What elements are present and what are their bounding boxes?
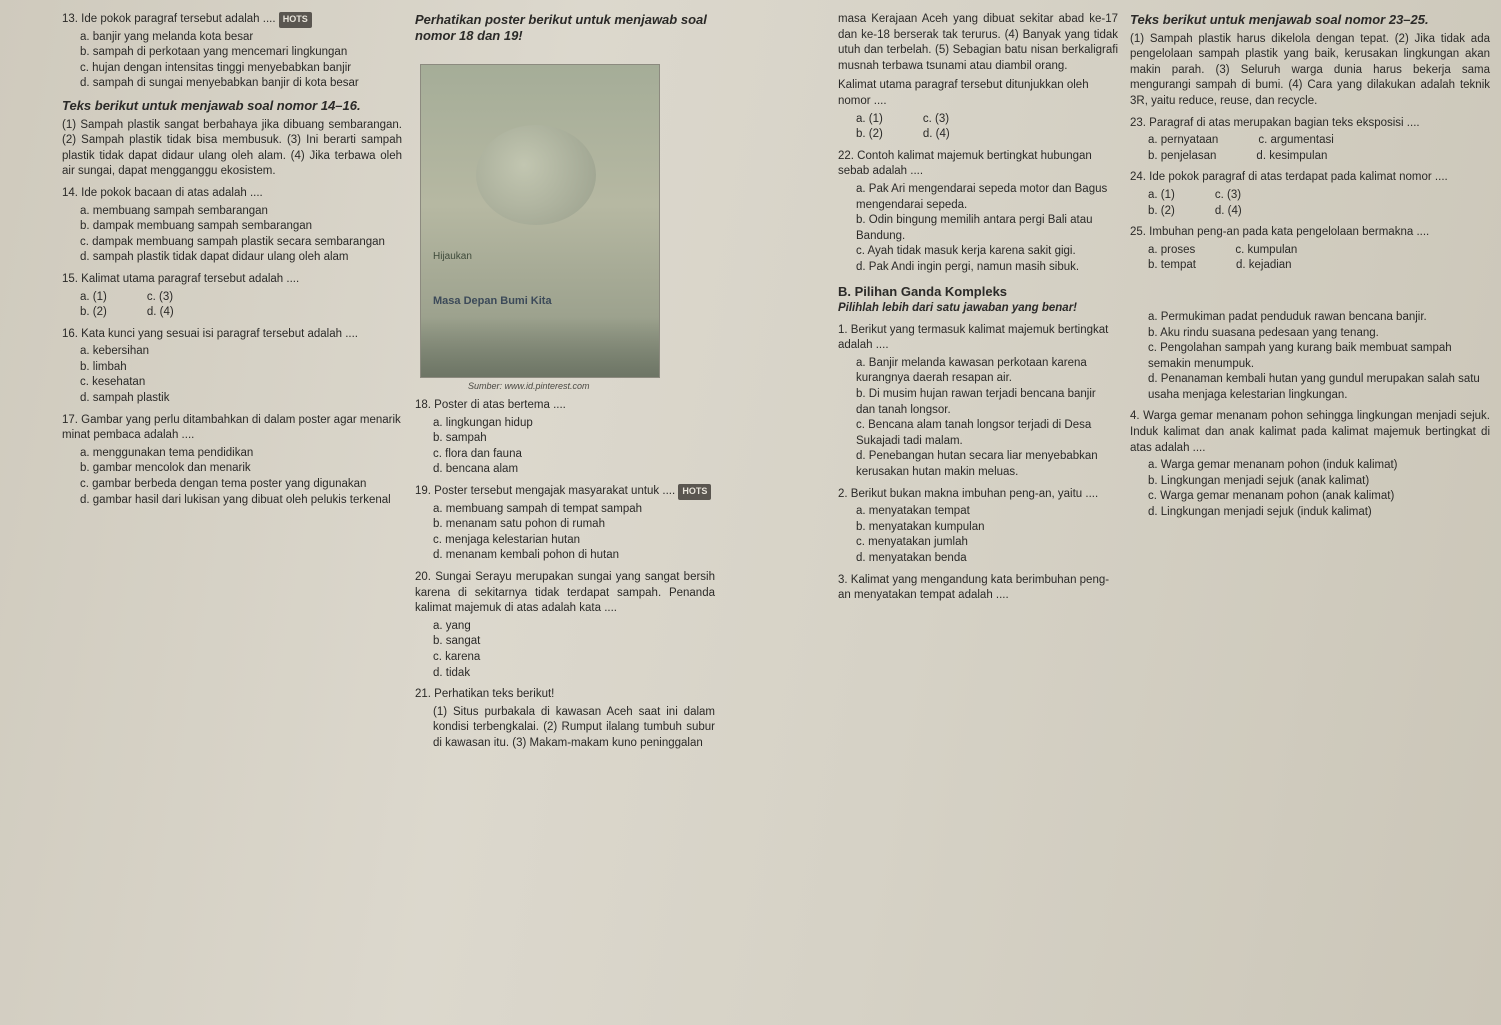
- b3-option-b: b. Aku rindu suasana pedesaan yang tenang.: [1148, 326, 1379, 339]
- column-4: [1130, 12, 1490, 521]
- q19-option-a: a. membuang sampah di tempat sampah: [433, 502, 643, 515]
- q14-option-d: d. sampah plastik tidak dapat didaur ulang oleh alam: [80, 251, 349, 264]
- q23-option-b: b. penjelasan: [1148, 149, 1217, 162]
- b1-option-a: a. Banjir melanda kawasan perkotaan karena kurangnya daerah resapan air.: [856, 356, 1087, 385]
- q25-options-row2: [1130, 258, 1490, 274]
- q23-option-d: d. kesimpulan: [1256, 149, 1328, 162]
- q21-options-row2: [838, 127, 1118, 143]
- q16-option-d: d. sampah plastik: [80, 392, 170, 405]
- question-22: 22. Contoh kalimat majemuk bertingkat hubungan sebab adalah ....: [838, 149, 1092, 178]
- q17-option-b: b. gambar mencolok dan menarik: [80, 462, 251, 475]
- passage-23-25: (1) Sampah plastik harus dikelola dengan tepat. (2) Jika tidak ada pengelolaan sampah plastik yang baik, kerusakan lingkungan akan makin parah. (3) Seluruh warga dunia harus bekerja sama mengurangi sampah di bumi. (4) Cara yang dilakukan adalah teknik 3R, yaitu reduce, reuse, dan recycle.: [1130, 32, 1490, 107]
- column-3: [838, 12, 1118, 606]
- q19-option-b: b. menanam satu pohon di rumah: [433, 518, 605, 531]
- q22-option-a: a. Pak Ari mengendarai sepeda motor dan Bagus mengendarai sepeda.: [856, 182, 1108, 211]
- hots-badge: HOTS: [678, 484, 711, 500]
- q13-option-b: b. sampah di perkotaan yang mencemari lingkungan: [80, 46, 348, 59]
- q18-option-b: b. sampah: [433, 432, 487, 445]
- q22-option-d: d. Pak Andi ingin pergi, namun masih sibuk.: [856, 260, 1080, 273]
- q24-option-b: b. (2): [1148, 204, 1175, 217]
- q21-options-row1: [838, 112, 1118, 128]
- q18-option-c: c. flora dan fauna: [433, 447, 522, 460]
- q16-option-c: c. kesehatan: [80, 376, 146, 389]
- question-15: 15. Kalimat utama paragraf tersebut adalah ....: [62, 272, 300, 285]
- passage-14-16: (1) Sampah plastik sangat berbahaya jika dibuang sembarangan. (2) Sampah plastik tidak bisa membusuk. (3) Ini berarti sampah plastik tidak dapat didaur ulang oleh alam. (4) Jika terbawa oleh air sungai, dapat mengganggu ekosistem.: [62, 118, 402, 178]
- animal-silhouettes: [421, 317, 659, 377]
- q24-options-row1: [1130, 188, 1490, 204]
- question-b4: 4. Warga gemar menanam pohon sehingga lingkungan menjadi sejuk. Induk kalimat dan anak kalimat pada kalimat majemuk bertingkat di atas adalah ....: [1130, 410, 1490, 454]
- q24-options-row2: [1130, 204, 1490, 220]
- b1-option-d: d. Penebangan hutan secara liar menyebabkan kerusakan hutan makin meluas.: [856, 450, 1098, 479]
- passage-21-continued: masa Kerajaan Aceh yang dibuat sekitar abad ke-17 dan ke-18 berserak tak terurus. (4) Banyak yang tidak utuh dan terbelah. (5) Sebagian batu nisan berkaligrafi musnah terbawa tsunami atau diambil orang.: [838, 13, 1118, 72]
- image-source: Sumber: www.id.pinterest.com: [468, 381, 590, 391]
- b4-option-c: c. Warga gemar menanam pohon (anak kalimat): [1148, 490, 1395, 503]
- poster-title: Hijaukan: [433, 251, 472, 262]
- q21-option-c: c. (3): [922, 112, 950, 125]
- q25-option-d: d. kejadian: [1235, 259, 1292, 272]
- q20-option-b: b. sangat: [433, 635, 481, 648]
- q25-option-b: b. tempat: [1148, 259, 1196, 272]
- q23-option-a: a. pernyataan: [1148, 134, 1219, 147]
- passage-21: (1) Situs purbakala di kawasan Aceh saat ini dalam kondisi terbengkalai. (2) Rumput ilalang tumbuh subur di kawasan itu. (3) Makam-makam kuno peninggalan: [433, 705, 715, 749]
- question-13: [62, 12, 402, 28]
- q20-option-d: d. tidak: [433, 666, 471, 679]
- q15-option-a: a. (1): [80, 290, 107, 303]
- q15-option-d: d. (4): [146, 306, 174, 319]
- q25-options-row1: [1130, 243, 1490, 259]
- question-17: 17. Gambar yang perlu ditambahkan di dalam poster agar menarik minat pembaca adalah ....: [62, 413, 401, 442]
- question-b3: 3. Kalimat yang mengandung kata berimbuhan peng-an menyatakan tempat adalah ....: [838, 573, 1110, 602]
- q14-option-a: a. membuang sampah sembarangan: [80, 204, 268, 217]
- b2-option-d: d. menyatakan benda: [856, 552, 967, 564]
- q24-option-c: c. (3): [1214, 188, 1242, 201]
- q22-option-b: b. Odin bingung memilih antara pergi Bali atau Bandung.: [856, 214, 1093, 242]
- q15-options-row2: [62, 305, 402, 321]
- b4-option-a: a. Warga gemar menanam pohon (induk kalimat): [1148, 459, 1398, 472]
- q13-option-d: d. sampah di sungai menyebabkan banjir di kota besar: [80, 77, 359, 90]
- question-19-text: 19. Poster tersebut mengajak masyarakat untuk ....: [415, 484, 676, 497]
- q16-option-a: a. kebersihan: [80, 345, 150, 358]
- q25-option-a: a. proses: [1148, 243, 1196, 256]
- column-1: [62, 12, 402, 508]
- q18-option-a: a. lingkungan hidup: [433, 416, 533, 429]
- hots-badge: HOTS: [279, 12, 312, 28]
- q24-option-a: a. (1): [1148, 188, 1175, 201]
- section-b-title: B. Pilihan Ganda Kompleks: [838, 283, 1008, 299]
- q17-option-d: d. gambar hasil dari lukisan yang dibuat oleh pelukis terkenal: [80, 493, 391, 506]
- q20-option-a: a. yang: [433, 619, 471, 632]
- q13-option-a: a. banjir yang melanda kota besar: [80, 30, 254, 43]
- b4-option-d: d. Lingkungan menjadi sejuk (induk kalimat): [1148, 506, 1372, 519]
- question-23: 23. Paragraf di atas merupakan bagian teks eksposisi ....: [1130, 116, 1420, 129]
- section-header-14-16: Teks berikut untuk menjawab soal nomor 14–16.: [62, 97, 361, 113]
- q14-option-b: b. dampak membuang sampah sembarangan: [80, 220, 313, 233]
- question-21: 21. Perhatikan teks berikut!: [415, 688, 555, 701]
- poster-subtitle: Masa Depan Bumi Kita: [433, 295, 552, 307]
- q23-options-row1: [1130, 133, 1490, 149]
- q25-option-c: c. kumpulan: [1235, 243, 1298, 256]
- b2-option-b: b. menyatakan kumpulan: [856, 520, 985, 533]
- q24-option-d: d. (4): [1214, 204, 1242, 217]
- q22-option-c: c. Ayah tidak masuk kerja karena sakit gigi.: [856, 245, 1076, 258]
- question-14: 14. Ide pokok bacaan di atas adalah ....: [62, 186, 263, 199]
- b3-option-d: d. Penanaman kembali hutan yang gundul merupakan salah satu usaha menjaga kelestarian lingkungan.: [1148, 373, 1480, 401]
- question-24: 24. Ide pokok paragraf di atas terdapat pada kalimat nomor ....: [1130, 171, 1448, 184]
- q15-option-c: c. (3): [146, 290, 174, 303]
- section-b-instruction: Pilihlah lebih dari satu jawaban yang benar!: [838, 302, 1078, 315]
- q19-option-d: d. menanam kembali pohon di hutan: [433, 549, 620, 562]
- question-25: 25. Imbuhan peng-an pada kata pengelolaan bermakna ....: [1130, 226, 1430, 239]
- question-20: 20. Sungai Serayu merupakan sungai yang sangat bersih karena di sekitarnya tidak terdapat sampah. Penanda kalimat majemuk di atas adalah kata ....: [415, 570, 715, 615]
- q14-option-c: c. dampak membuang sampah plastik secara sembarangan: [80, 235, 385, 248]
- section-header-23-25: Teks berikut untuk menjawab soal nomor 23–25.: [1130, 12, 1429, 27]
- q19-option-c: c. menjaga kelestarian hutan: [433, 533, 581, 546]
- poster-instruction: Perhatikan poster berikut untuk menjawab soal nomor 18 dan 19!: [415, 12, 707, 43]
- b2-option-a: a. menyatakan tempat: [856, 505, 970, 518]
- b3-options: [1130, 310, 1490, 404]
- q20-option-c: c. karena: [433, 650, 481, 663]
- q13-option-c: c. hujan dengan intensitas tinggi menyebabkan banjir: [80, 61, 352, 74]
- q17-option-a: a. menggunakan tema pendidikan: [80, 446, 254, 459]
- q15-options-row1: [62, 290, 402, 306]
- question-b1: 1. Berikut yang termasuk kalimat majemuk bertingkat adalah ....: [838, 323, 1109, 352]
- question-16: 16. Kata kunci yang sesuai isi paragraf tersebut adalah ....: [62, 327, 358, 340]
- question-main-sentence: Kalimat utama paragraf tersebut ditunjukkan oleh nomor ....: [838, 79, 1089, 107]
- b2-option-c: c. menyatakan jumlah: [856, 536, 968, 549]
- q23-option-c: c. argumentasi: [1258, 134, 1334, 147]
- q15-option-b: b. (2): [80, 306, 107, 319]
- b1-option-b: b. Di musim hujan rawan terjadi bencana banjir dan tanah longsor.: [856, 388, 1096, 416]
- column-2-questions: [415, 398, 715, 751]
- b3-option-a: a. Permukiman padat penduduk rawan bencana banjir.: [1148, 310, 1427, 323]
- b3-option-c: c. Pengolahan sampah yang kurang baik membuat sampah semakin menumpuk.: [1148, 342, 1452, 370]
- question-13-text: 13. Ide pokok paragraf tersebut adalah ....: [62, 13, 276, 25]
- earth-illustration: [476, 125, 596, 225]
- q21-option-d: d. (4): [922, 128, 950, 141]
- q17-option-c: c. gambar berbeda dengan tema poster yang digunakan: [80, 478, 367, 491]
- b4-option-b: b. Lingkungan menjadi sejuk (anak kalimat): [1148, 474, 1370, 487]
- question-18: 18. Poster di atas bertema ....: [415, 399, 566, 411]
- q23-options-row2: [1130, 149, 1490, 165]
- q21-option-b: b. (2): [856, 128, 883, 141]
- q21-option-a: a. (1): [856, 112, 883, 125]
- b1-option-c: c. Bencana alam tanah longsor terjadi di Desa Sukajadi tadi malam.: [856, 419, 1092, 447]
- question-b2: 2. Berikut bukan makna imbuhan peng-an, yaitu ....: [838, 487, 1099, 500]
- column-2: [415, 12, 715, 43]
- question-19: [415, 484, 715, 500]
- q18-option-d: d. bencana alam: [433, 463, 519, 476]
- poster-image: [420, 64, 660, 378]
- q16-option-b: b. limbah: [80, 360, 127, 373]
